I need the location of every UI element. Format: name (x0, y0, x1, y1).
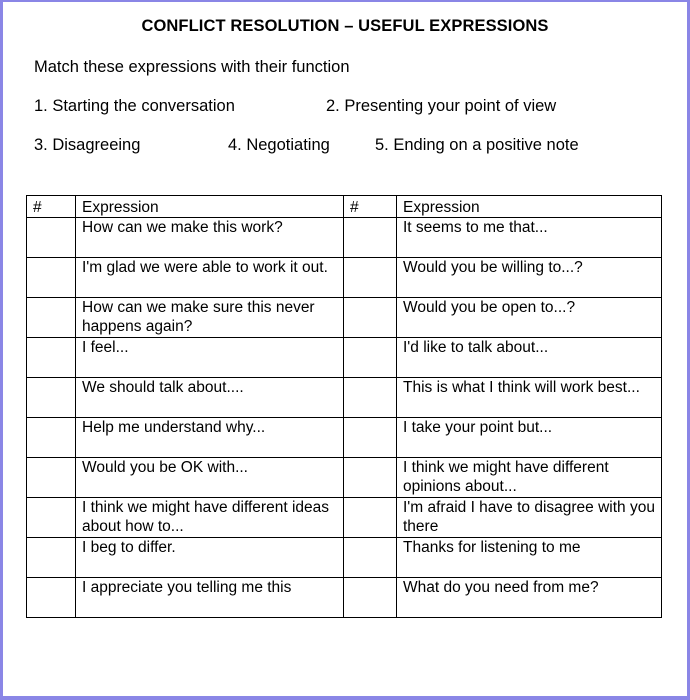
header-expression-left: Expression (76, 196, 344, 218)
expression-cell: I'd like to talk about... (397, 338, 662, 378)
number-cell[interactable] (27, 498, 76, 538)
function-4: 4. Negotiating (228, 136, 330, 154)
expression-cell: Help me understand why... (76, 418, 344, 458)
number-cell[interactable] (344, 418, 397, 458)
expression-cell: I'm glad we were able to work it out. (76, 258, 344, 298)
number-cell[interactable] (344, 498, 397, 538)
number-cell[interactable] (27, 298, 76, 338)
function-3: 3. Disagreeing (34, 136, 141, 154)
number-cell[interactable] (27, 458, 76, 498)
table-row (27, 258, 662, 298)
expression-cell: I'm afraid I have to disagree with you there (397, 498, 662, 538)
number-cell[interactable] (344, 578, 397, 618)
table-row (27, 378, 662, 418)
table-row (27, 458, 662, 498)
function-5: 5. Ending on a positive note (375, 136, 579, 154)
table-header-row (27, 196, 662, 218)
instruction-text: Match these expressions with their function (34, 58, 350, 76)
number-cell[interactable] (27, 538, 76, 578)
expression-cell: I think we might have different ideas about how to... (76, 498, 344, 538)
expression-cell: We should talk about.... (76, 378, 344, 418)
table-row (27, 538, 662, 578)
expression-cell: This is what I think will work best... (397, 378, 662, 418)
page-title: CONFLICT RESOLUTION – USEFUL EXPRESSIONS (141, 17, 549, 35)
number-cell[interactable] (344, 298, 397, 338)
table-row (27, 298, 662, 338)
number-cell[interactable] (27, 418, 76, 458)
expression-cell: I appreciate you telling me this (76, 578, 344, 618)
number-cell[interactable] (344, 338, 397, 378)
number-cell[interactable] (344, 378, 397, 418)
expression-cell: How can we make sure this never happens again? (76, 298, 344, 338)
expression-cell: It seems to me that... (397, 218, 662, 258)
number-cell[interactable] (344, 218, 397, 258)
table-row (27, 418, 662, 458)
header-number-right: # (344, 196, 397, 218)
expression-cell: I think we might have different opinions about... (397, 458, 662, 498)
expression-cell: I feel... (76, 338, 344, 378)
table-row (27, 218, 662, 258)
function-2: 2. Presenting your point of view (326, 97, 557, 115)
number-cell[interactable] (344, 458, 397, 498)
table-row (27, 498, 662, 538)
expression-cell: Thanks for listening to me (397, 538, 662, 578)
header-number-left: # (27, 196, 76, 218)
expression-cell: Would you be open to...? (397, 298, 662, 338)
expressions-table (26, 195, 662, 618)
expression-cell: Would you be OK with... (76, 458, 344, 498)
expression-cell: What do you need from me? (397, 578, 662, 618)
number-cell[interactable] (27, 578, 76, 618)
expression-cell: I take your point but... (397, 418, 662, 458)
table-row (27, 578, 662, 618)
number-cell[interactable] (27, 378, 76, 418)
number-cell[interactable] (344, 258, 397, 298)
table-row (27, 338, 662, 378)
number-cell[interactable] (27, 338, 76, 378)
expression-cell: I beg to differ. (76, 538, 344, 578)
expression-cell: How can we make this work? (76, 218, 344, 258)
function-1: 1. Starting the conversation (34, 97, 235, 115)
expression-cell: Would you be willing to...? (397, 258, 662, 298)
number-cell[interactable] (27, 258, 76, 298)
number-cell[interactable] (27, 218, 76, 258)
header-expression-right: Expression (397, 196, 662, 218)
number-cell[interactable] (344, 538, 397, 578)
